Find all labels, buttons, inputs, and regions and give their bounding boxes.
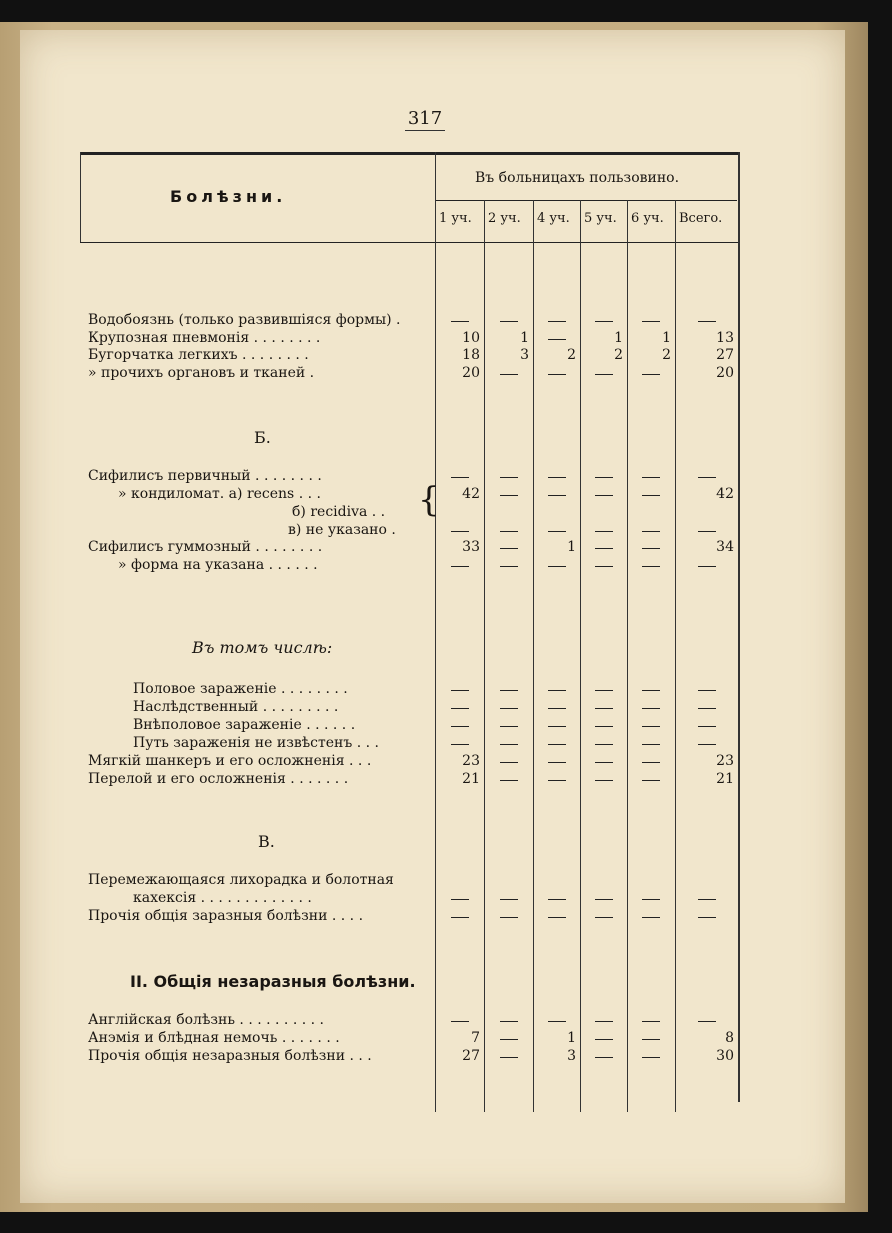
cell-dash bbox=[595, 690, 613, 691]
book-page bbox=[20, 30, 845, 1203]
cell-dash bbox=[500, 548, 518, 549]
column-header-3: 5 уч. bbox=[584, 211, 617, 226]
cell-dash bbox=[451, 1021, 469, 1022]
row-label: Внѣполовое зараженіе . . . . . . bbox=[133, 717, 356, 733]
cell-dash bbox=[595, 726, 613, 727]
cell-value: 18 bbox=[462, 347, 480, 363]
cell-dash bbox=[595, 566, 613, 567]
row-label: Водобоязнь (только развившіяся формы) . bbox=[88, 312, 401, 328]
row-label: кахексія . . . . . . . . . . . . . bbox=[133, 890, 312, 906]
cell-dash bbox=[595, 780, 613, 781]
section-part2-title: II. Общія незаразныя болѣзни. bbox=[130, 972, 416, 991]
cell-dash bbox=[698, 1021, 716, 1022]
column-header-1: 2 уч. bbox=[488, 211, 521, 226]
section-b-title: Б. bbox=[254, 428, 271, 447]
cell-dash bbox=[500, 495, 518, 496]
row-label: Наслѣдственный . . . . . . . . . bbox=[133, 699, 339, 715]
cell-dash bbox=[451, 477, 469, 478]
cell-dash bbox=[595, 477, 613, 478]
cell-value: 3 bbox=[567, 1048, 576, 1064]
cell-dash bbox=[548, 374, 566, 375]
cell-dash bbox=[698, 917, 716, 918]
brace: { bbox=[418, 480, 440, 520]
cell-dash bbox=[595, 899, 613, 900]
cell-dash bbox=[500, 477, 518, 478]
cell-value: 20 bbox=[716, 365, 734, 381]
cell-value: 1 bbox=[662, 330, 671, 346]
cell-value: 2 bbox=[567, 347, 576, 363]
cell-dash bbox=[595, 917, 613, 918]
cell-dash bbox=[548, 531, 566, 532]
row-label: Англійская болѣзнь . . . . . . . . . . bbox=[88, 1012, 324, 1028]
cell-dash bbox=[642, 780, 660, 781]
cell-dash bbox=[698, 321, 716, 322]
cell-dash bbox=[698, 744, 716, 745]
column-header-4: 6 уч. bbox=[631, 211, 664, 226]
column-header-5: Всего. bbox=[679, 211, 723, 226]
cell-dash bbox=[642, 548, 660, 549]
cell-dash bbox=[500, 566, 518, 567]
row-label: Анэмія и блѣдная немочь . . . . . . . bbox=[88, 1030, 340, 1046]
cell-dash bbox=[642, 495, 660, 496]
cell-dash bbox=[642, 374, 660, 375]
row-label: Прочія общія незаразныя болѣзни . . . bbox=[88, 1048, 372, 1064]
cell-dash bbox=[642, 1057, 660, 1058]
cell-dash bbox=[548, 917, 566, 918]
cell-dash bbox=[642, 708, 660, 709]
row-label: » прочихъ органовъ и тканей . bbox=[88, 365, 315, 381]
cell-dash bbox=[548, 726, 566, 727]
column-header-0: 1 уч. bbox=[439, 211, 472, 226]
cell-dash bbox=[698, 726, 716, 727]
cell-value: 21 bbox=[462, 771, 480, 787]
cell-dash bbox=[642, 744, 660, 745]
row-label: Перелой и его осложненія . . . . . . . bbox=[88, 771, 349, 787]
cell-value: 20 bbox=[462, 365, 480, 381]
cell-value: 3 bbox=[520, 347, 529, 363]
cell-dash bbox=[698, 531, 716, 532]
cell-dash bbox=[595, 548, 613, 549]
cell-dash bbox=[500, 780, 518, 781]
section-v-title: В. bbox=[258, 832, 275, 851]
cell-value: 23 bbox=[462, 753, 480, 769]
col-divider-5 bbox=[675, 200, 676, 1112]
cell-dash bbox=[500, 1021, 518, 1022]
cell-dash bbox=[451, 726, 469, 727]
cell-dash bbox=[451, 321, 469, 322]
cell-dash bbox=[451, 744, 469, 745]
cell-dash bbox=[595, 708, 613, 709]
cell-dash bbox=[500, 762, 518, 763]
row-label: Мягкій шанкеръ и его осложненія . . . bbox=[88, 753, 372, 769]
cell-value: 2 bbox=[662, 347, 671, 363]
left-border bbox=[80, 152, 81, 242]
cell-dash bbox=[595, 1021, 613, 1022]
cell-dash bbox=[698, 690, 716, 691]
cell-dash bbox=[595, 744, 613, 745]
group-rule bbox=[435, 200, 737, 201]
cell-dash bbox=[548, 566, 566, 567]
cell-dash bbox=[642, 531, 660, 532]
cell-value: 7 bbox=[471, 1030, 480, 1046]
cell-dash bbox=[500, 726, 518, 727]
cell-value: 8 bbox=[725, 1030, 734, 1046]
cell-dash bbox=[642, 726, 660, 727]
cell-dash bbox=[642, 1039, 660, 1040]
cell-dash bbox=[698, 566, 716, 567]
cell-dash bbox=[548, 477, 566, 478]
cell-dash bbox=[500, 744, 518, 745]
cell-dash bbox=[548, 744, 566, 745]
cell-dash bbox=[642, 1021, 660, 1022]
cell-value: 1 bbox=[614, 330, 623, 346]
row-label: Сифилисъ первичный . . . . . . . . bbox=[88, 468, 322, 484]
cell-dash bbox=[595, 374, 613, 375]
diseases-header: Болѣзни. bbox=[170, 187, 287, 206]
cell-dash bbox=[642, 566, 660, 567]
cell-dash bbox=[548, 708, 566, 709]
cell-dash bbox=[451, 917, 469, 918]
column-header-2: 4 уч. bbox=[537, 211, 570, 226]
cell-value: 1 bbox=[520, 330, 529, 346]
cell-value: 1 bbox=[567, 1030, 576, 1046]
cell-value: 23 bbox=[716, 753, 734, 769]
cell-dash bbox=[548, 321, 566, 322]
cell-dash bbox=[642, 477, 660, 478]
cell-dash bbox=[698, 899, 716, 900]
row-label: в) не указано . bbox=[288, 522, 396, 538]
cell-value: 10 bbox=[462, 330, 480, 346]
cell-dash bbox=[548, 690, 566, 691]
header-bottom-rule bbox=[80, 242, 740, 243]
row-label: » кондиломат. а) recens . . . bbox=[118, 486, 321, 502]
cell-dash bbox=[642, 917, 660, 918]
page-number: 317 bbox=[405, 108, 445, 131]
row-label: Путь зараженія не извѣстенъ . . . bbox=[133, 735, 379, 751]
cell-dash bbox=[451, 708, 469, 709]
cell-dash bbox=[548, 780, 566, 781]
row-label: Крупозная пневмонія . . . . . . . . bbox=[88, 330, 321, 346]
cell-dash bbox=[500, 374, 518, 375]
cell-dash bbox=[595, 531, 613, 532]
cell-dash bbox=[500, 1057, 518, 1058]
cell-dash bbox=[451, 690, 469, 691]
cell-value: 42 bbox=[716, 486, 734, 502]
row-label: Перемежающаяся лихорадка и болотная bbox=[88, 872, 394, 888]
cell-dash bbox=[642, 690, 660, 691]
cell-dash bbox=[595, 1057, 613, 1058]
col-divider-3 bbox=[580, 200, 581, 1112]
cell-dash bbox=[500, 1039, 518, 1040]
group-header: Въ больницахъ пользовино. bbox=[475, 170, 680, 186]
cell-dash bbox=[451, 531, 469, 532]
cell-dash bbox=[548, 899, 566, 900]
cell-dash bbox=[548, 762, 566, 763]
cell-value: 33 bbox=[462, 539, 480, 555]
cell-value: 21 bbox=[716, 771, 734, 787]
cell-dash bbox=[642, 899, 660, 900]
cell-dash bbox=[500, 531, 518, 532]
col-divider-0 bbox=[435, 152, 436, 1112]
row-label: Прочія общія заразныя болѣзни . . . . bbox=[88, 908, 364, 924]
cell-value: 27 bbox=[716, 347, 734, 363]
cell-dash bbox=[548, 339, 566, 340]
cell-dash bbox=[698, 477, 716, 478]
col-divider-4 bbox=[627, 200, 628, 1112]
cell-dash bbox=[500, 690, 518, 691]
header-top-rule bbox=[80, 152, 740, 155]
cell-dash bbox=[500, 708, 518, 709]
row-label: Сифилисъ гуммозный . . . . . . . . bbox=[88, 539, 323, 555]
cell-value: 27 bbox=[462, 1048, 480, 1064]
cell-dash bbox=[595, 321, 613, 322]
cell-dash bbox=[642, 762, 660, 763]
row-label: Половое зараженіе . . . . . . . . bbox=[133, 681, 348, 697]
cell-dash bbox=[500, 321, 518, 322]
cell-dash bbox=[451, 899, 469, 900]
cell-dash bbox=[500, 917, 518, 918]
cell-value: 42 bbox=[462, 486, 480, 502]
row-label: б) recidiva . . bbox=[292, 504, 386, 520]
cell-dash bbox=[451, 566, 469, 567]
row-label: » форма на указана . . . . . . bbox=[118, 557, 318, 573]
section-in-that-number: Въ томъ числѣ: bbox=[192, 638, 333, 657]
right-border bbox=[738, 152, 740, 1102]
col-divider-1 bbox=[484, 200, 485, 1112]
cell-dash bbox=[595, 495, 613, 496]
row-label: Бугорчатка легкихъ . . . . . . . . bbox=[88, 347, 309, 363]
cell-value: 30 bbox=[716, 1048, 734, 1064]
cell-value: 2 bbox=[614, 347, 623, 363]
cell-dash bbox=[548, 495, 566, 496]
cell-value: 34 bbox=[716, 539, 734, 555]
cell-dash bbox=[500, 899, 518, 900]
cell-dash bbox=[595, 1039, 613, 1040]
cell-dash bbox=[595, 762, 613, 763]
cell-value: 13 bbox=[716, 330, 734, 346]
cell-dash bbox=[642, 321, 660, 322]
cell-dash bbox=[548, 1021, 566, 1022]
cell-dash bbox=[698, 708, 716, 709]
cell-value: 1 bbox=[567, 539, 576, 555]
col-divider-2 bbox=[533, 200, 534, 1112]
